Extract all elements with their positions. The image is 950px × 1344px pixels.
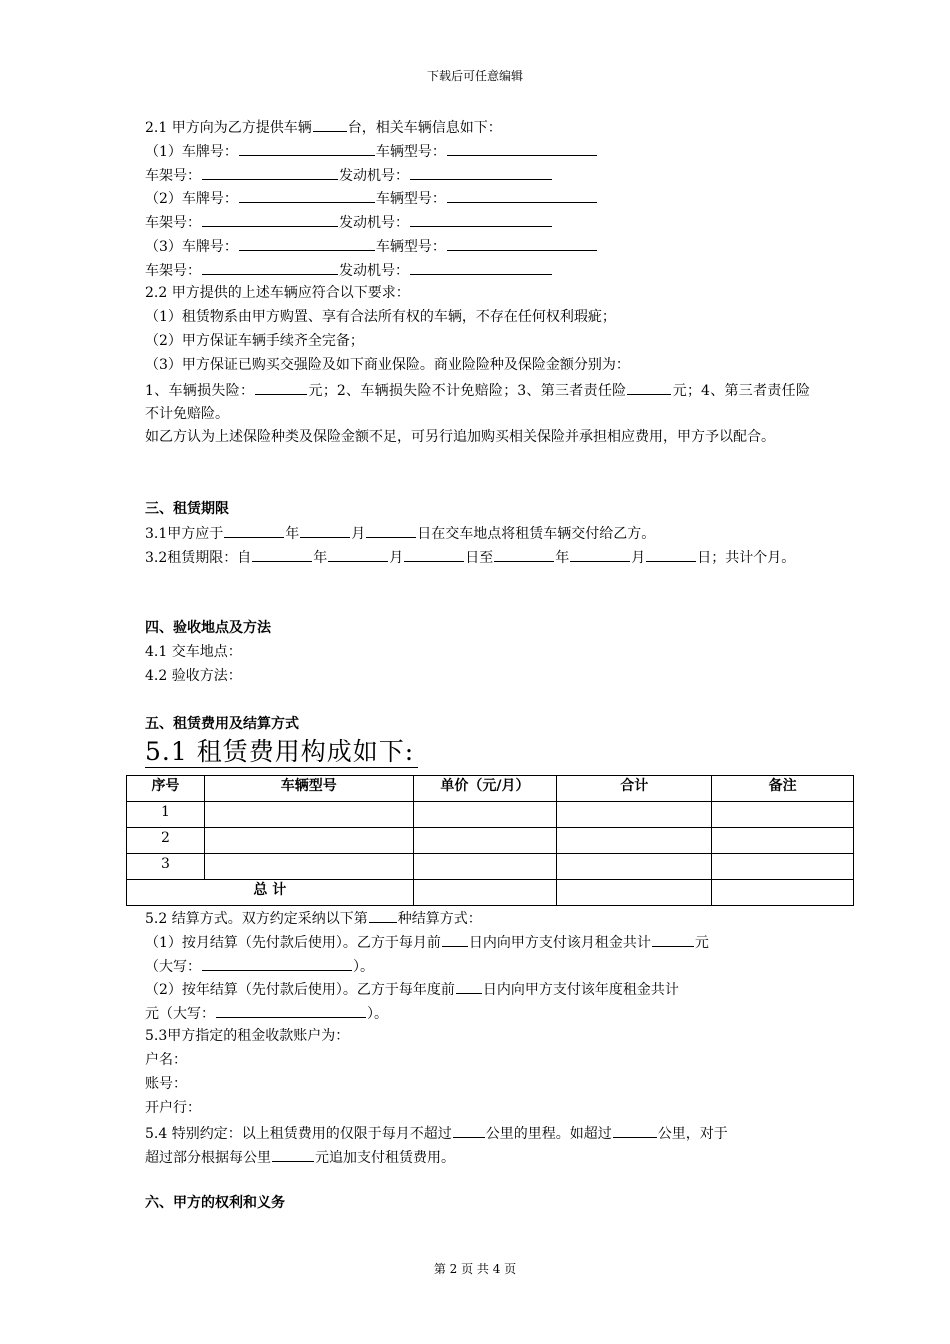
vehicle-3-plate-row: （3）车牌号： 车辆型号： [145, 234, 810, 259]
plate-field-1[interactable] [239, 139, 375, 156]
clause-3-1: 3.1甲方应于 年 月 日在交车地点将租赁车辆交付给乙方。 [145, 521, 810, 546]
fee-table-header [127, 776, 854, 802]
col-header: 序号 [127, 776, 205, 802]
clause-5-4-cont: 超过部分根据每公里 元追加支付租赁费用。 [145, 1145, 810, 1170]
table-cell[interactable] [712, 802, 854, 828]
section-6-title: 六、甲方的权利和义务 [145, 1195, 285, 1211]
engine-field-1[interactable] [410, 163, 552, 180]
total-label: 总 计 [127, 880, 414, 906]
table-cell[interactable] [712, 880, 854, 906]
section-3-title: 三、租赁期限 [145, 501, 229, 517]
page-header: 下载后可任意编辑 [426, 69, 523, 83]
plate-field-3[interactable] [239, 234, 375, 251]
col-header: 合计 [557, 776, 712, 802]
page-footer: 第 2 页 共 4 页 [433, 1262, 517, 1276]
row-number: 2 [127, 828, 205, 854]
table-cell[interactable] [557, 802, 712, 828]
engine-field-3[interactable] [410, 258, 552, 275]
account-name: 户名： [145, 1052, 187, 1068]
table-cell[interactable] [204, 802, 413, 828]
col-header: 备注 [712, 776, 854, 802]
fee-table [126, 775, 854, 906]
vehicle-1-plate-row: （1）车牌号： 车辆型号： [145, 139, 810, 164]
table-cell[interactable] [413, 880, 557, 906]
clause-4-1: 4.1 交车地点： [145, 644, 242, 660]
table-row [127, 854, 854, 880]
model-field-1[interactable] [447, 139, 597, 156]
frame-field-2[interactable] [202, 210, 338, 227]
monthly-settlement-words: （大写： ）。 [145, 954, 810, 979]
clause-5-1-heading: 5.1 租赁费用构成如下: [145, 737, 418, 768]
col-header: 车辆型号 [204, 776, 413, 802]
plate-field-2[interactable] [239, 186, 375, 203]
total-row [127, 880, 854, 906]
table-cell[interactable] [413, 802, 557, 828]
model-field-3[interactable] [447, 234, 597, 251]
table-cell[interactable] [413, 854, 557, 880]
requirement-1: （1）租赁物系由甲方购置、享有合法所有权的车辆，不存在任何权利瑕疵； [145, 309, 616, 325]
section-5-title: 五、租赁费用及结算方式 [145, 716, 299, 732]
engine-field-2[interactable] [410, 210, 552, 227]
clause-2-2: 2.2 甲方提供的上述车辆应符合以下要求： [145, 285, 410, 301]
vehicle-3-frame-row: 车架号： 发动机号： [145, 258, 810, 283]
table-cell[interactable] [557, 828, 712, 854]
frame-field-3[interactable] [202, 258, 338, 275]
table-cell[interactable] [204, 854, 413, 880]
row-number: 3 [127, 854, 205, 880]
section-4-title: 四、验收地点及方法 [145, 620, 271, 636]
clause-5-4: 5.4 特别约定：以上租赁费用的仅限于每月不超过 公里的里程。如超过 公里，对于 [145, 1121, 810, 1146]
vehicle-2-plate-row: （2）车牌号： 车辆型号： [145, 186, 810, 211]
yearly-settlement: （2）按年结算（先付款后使用）。乙方于每年度前 日内向甲方支付该年度租金共计 [145, 977, 810, 1002]
table-cell[interactable] [557, 854, 712, 880]
table-cell[interactable] [712, 828, 854, 854]
col-header: 单价（元/月） [413, 776, 557, 802]
row-number: 1 [127, 802, 205, 828]
account-bank: 开户行： [145, 1100, 201, 1116]
account-number: 账号： [145, 1076, 187, 1092]
insurance-extra: 如乙方认为上述保险种类及保险金额不足，可另行追加购买相关保险并承担相应费用，甲方予以配合。 [145, 429, 775, 445]
table-cell[interactable] [712, 854, 854, 880]
requirement-3: （3）甲方保证已购买交强险及如下商业保险。商业险险种及保险金额分别为： [145, 357, 630, 373]
clause-3-2: 3.2租赁期限：自 年 月 日至 年 月 日；共计个月。 [145, 545, 810, 570]
vehicle-2-frame-row: 车架号： 发动机号： [145, 210, 810, 235]
yearly-settlement-words: 元（大写： ）。 [145, 1001, 810, 1026]
table-cell[interactable] [413, 828, 557, 854]
table-cell[interactable] [557, 880, 712, 906]
vehicle-1-frame-row: 车架号： 发动机号： [145, 163, 810, 188]
clause-4-2: 4.2 验收方法： [145, 668, 242, 684]
table-cell[interactable] [204, 828, 413, 854]
clause-5-3: 5.3甲方指定的租金收款账户为： [145, 1028, 350, 1044]
clause-5-2: 5.2 结算方式。双方约定采纳以下第 种结算方式： [145, 906, 810, 931]
monthly-settlement: （1）按月结算（先付款后使用）。乙方于每月前 日内向甲方支付该月租金共计 元 [145, 930, 810, 955]
frame-field-1[interactable] [202, 163, 338, 180]
model-field-2[interactable] [447, 186, 597, 203]
table-row [127, 802, 854, 828]
requirement-2: （2）甲方保证车辆手续齐全完备； [145, 333, 364, 349]
table-row [127, 828, 854, 854]
clause-2-1: 2.1 甲方向为乙方提供车辆 台，相关车辆信息如下： [145, 115, 810, 140]
insurance-list: 1、车辆损失险： 元；2、车辆损失险不计免赔险；3、第三者责任险 元；4、第三者责任险不计免赔险。 [145, 378, 810, 426]
